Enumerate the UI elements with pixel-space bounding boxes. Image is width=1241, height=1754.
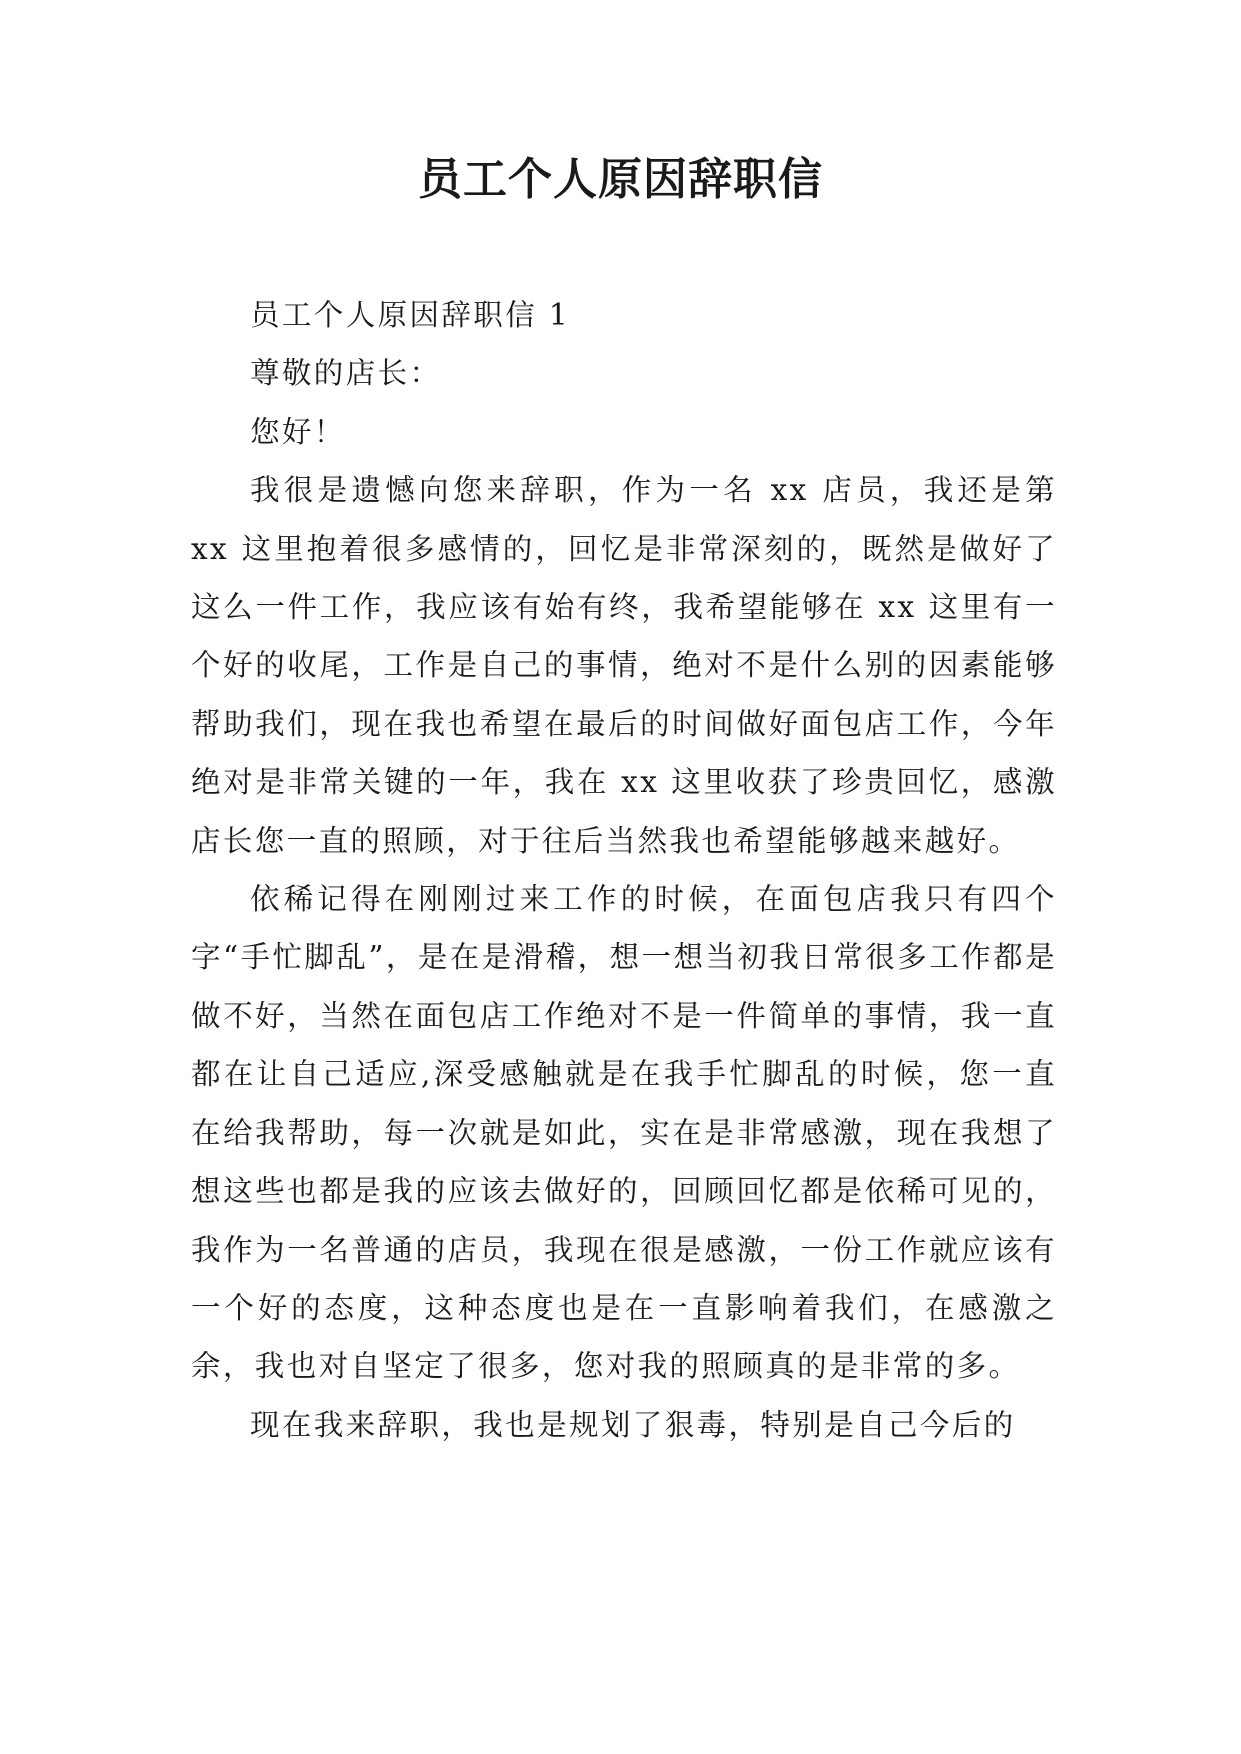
letter-heading: 员工个人原因辞职信 1 bbox=[250, 298, 571, 332]
greeting: 您好！ bbox=[250, 414, 346, 449]
salutation: 尊敬的店长： bbox=[250, 356, 442, 391]
document-title: 员工个人原因辞职信 bbox=[418, 154, 823, 205]
body-paragraph: 依稀记得在刚刚过来工作的时候，在面包店我只有四个字“手忙脚乱”，是在是滑稽，想一想当初我日常很多工作都是做不好，当然在面包店工作绝对不是一件简单的事情，我一直都在让自己适应,深受感触就是在我手忙脚乱的时候，您一直在给我帮助，每一次就是如此，实在是非常感激，现在我想了想这些也都是我的应该去做好的，回顾回忆都是依稀可见的，我作为一名普通的店员，我现在很是感激，一份工作就应该有一个好的态度，这种态度也是在一直影响着我们，在感激之余，我也对自坚定了很多，您对我的照顾真的是非常的多。 bbox=[191, 882, 1057, 1384]
document-body bbox=[191, 286, 1057, 1454]
body-paragraph: 现在我来辞职，我也是规划了狠毒，特别是自己今后的 bbox=[250, 1407, 1016, 1442]
body-paragraph: 我很是遗憾向您来辞职，作为一名 xx 店员，我还是第 xx 这里抱着很多感情的，回忆是非常深刻的，既然是做好了这么一件工作，我应该有始有终，我希望能够在 xx 这里有一个好的收尾，工作是自己的事情，绝对不是什么别的因素能够帮助我们，现在我也希望在最后的时间做好面包店工作，今年绝对是非常关键的一年，我在 xx 这里收获了珍贵回忆，感激店长您一直的照顾，对于往后当然我也希望能够越来越好。 bbox=[191, 473, 1057, 858]
